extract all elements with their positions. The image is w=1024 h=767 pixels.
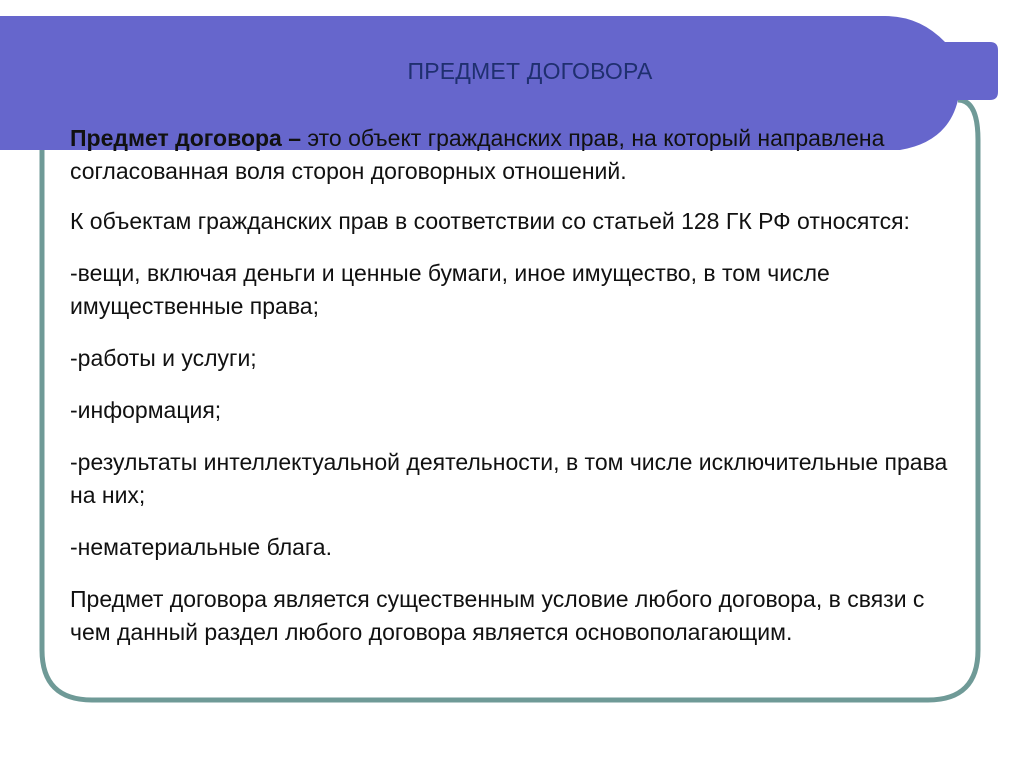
conclusion-paragraph: Предмет договора является существенным условие любого договора, в связи с чем данный раздел любого договора является основополагающим.: [70, 586, 925, 645]
slide-title: ПРЕДМЕТ ДОГОВОРА: [407, 58, 653, 84]
intro-paragraph: К объектам гражданских прав в соответствии со статьей 128 ГК РФ относятся:: [70, 208, 910, 234]
definition-term: Предмет договора –: [70, 125, 302, 151]
definition-paragraph: [70, 122, 970, 188]
list-item: -информация;: [70, 397, 222, 423]
list-item: -работы и услуги;: [70, 345, 257, 371]
slide-content: [70, 122, 970, 668]
list-item: -нематериальные блага.: [70, 534, 332, 560]
definition-text: это объект гражданских прав, на который направлена согласованная воля сторон договорных отношений.: [70, 125, 885, 184]
list-item: -вещи, включая деньги и ценные бумаги, иное имущество, в том числе имущественные права;: [70, 260, 830, 319]
list-item: -результаты интеллектуальной деятельности, в том числе исключительные права на них;: [70, 449, 948, 508]
